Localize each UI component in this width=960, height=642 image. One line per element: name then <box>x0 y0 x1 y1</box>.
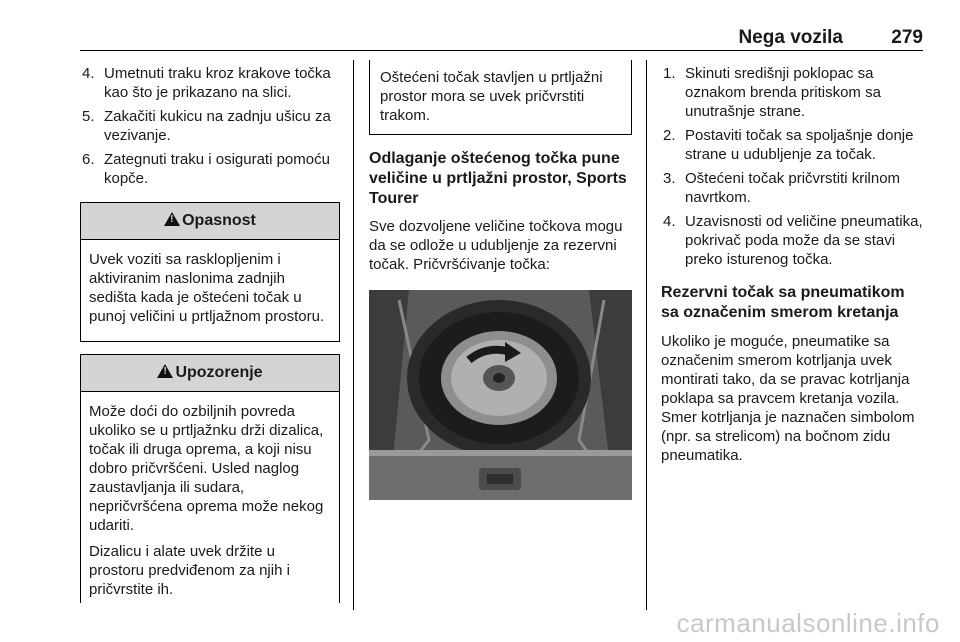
list-item <box>80 64 340 102</box>
wheel-illustration <box>369 290 632 500</box>
step-number: 4. <box>663 213 676 230</box>
step-text: Oštećeni točak pričvrstiti krilnom navrtkom. <box>685 170 901 206</box>
warning-paragraph: Može doći do ozbiljnih povreda ukoliko se u prtljažnku drži dizalica, točak ili druga oprema, a koji nisu dobro pričvršćeni. Usled naglog zaustavljanja ili sudara, nepričvršćena oprema može nekog udariti. <box>89 403 324 534</box>
list-item <box>661 64 926 121</box>
warning-box <box>80 354 340 603</box>
column-middle <box>369 60 632 500</box>
column-divider-2 <box>646 60 647 610</box>
danger-header <box>81 203 339 240</box>
step-number: 6. <box>82 151 95 168</box>
danger-text: Uvek voziti sa rasklopljenim i aktiviranim naslonima zadnjih sedišta kada je oštećeni točak u punoj veličini u prtljažnom prostoru. <box>89 251 325 325</box>
section-heading: Odlaganje oštećenog točka pune veličine u prtljažni prostor, Sports Tourer <box>369 150 627 207</box>
step-text: Skinuti središnji poklopac sa oznakom brenda pritiskom sa unutrašnje strane. <box>685 65 881 120</box>
note-box <box>369 60 632 135</box>
step-number: 2. <box>663 127 676 144</box>
body-paragraph: Sve dozvoljene veličine točkova mogu da se odlože u udubljenje za rezervni točak. Pričvršćivanje točka: <box>369 218 623 273</box>
column-divider-1 <box>353 60 354 610</box>
step-number: 4. <box>82 65 95 82</box>
danger-title: Opasnost <box>182 212 256 229</box>
spare-wheel-photo <box>369 290 632 500</box>
warning-triangle-icon <box>164 212 180 226</box>
section-title: Nega vozila <box>738 27 843 48</box>
list-item <box>661 126 926 164</box>
page-number: 279 <box>891 27 923 48</box>
step-text: Uzavisnosti od veličine pneumatika, pokrivač poda može da se stavi preko isturenog točka. <box>685 213 923 268</box>
note-text: Oštećeni točak stavljen u prtljažni prostor mora se uvek pričvrstiti trakom. <box>380 69 603 124</box>
warning-paragraph: Dizalicu i alate uvek držite u prostoru predviđenom za njih i pričvrstite ih. <box>89 543 290 598</box>
column-left <box>80 64 340 603</box>
step-text: Zategnuti traku i osigurati pomoću kopče. <box>104 151 330 187</box>
list-item <box>661 212 926 269</box>
list-item <box>80 107 340 145</box>
step-text: Postaviti točak sa spoljašnje donje strane u udubljenje za točak. <box>685 127 914 163</box>
step-number: 1. <box>663 65 676 82</box>
column-right <box>661 64 926 465</box>
warning-body <box>81 392 339 603</box>
step-number: 5. <box>82 108 95 125</box>
list-item <box>80 150 340 188</box>
warning-title: Upozorenje <box>175 364 263 381</box>
list-item <box>661 169 926 207</box>
danger-box <box>80 202 340 342</box>
step-text: Zakačiti kukicu na zadnju ušicu za vezivanje. <box>104 108 331 144</box>
watermark: carmanualsonline.info <box>676 608 940 638</box>
body-paragraph: Ukoliko je moguće, pneumatike sa označenim smerom kotrljanja uvek montirati tako, da se pravac kotrljanja poklapa sa pravcem kretanja vozila. Smer kotrljanja je naznačen simbolom (npr. sa strelicom) na bočnom zidu pneumatika. <box>661 333 915 464</box>
page-header <box>80 28 923 51</box>
warning-triangle-icon <box>157 364 173 378</box>
section-heading: Rezervni točak sa pneumatikom sa označenim smerom kretanja <box>661 284 905 321</box>
step-number: 3. <box>663 170 676 187</box>
warning-header <box>81 355 339 392</box>
danger-body <box>81 240 339 341</box>
step-text: Umetnuti traku kroz krakove točka kao što je prikazano na slici. <box>104 65 331 101</box>
